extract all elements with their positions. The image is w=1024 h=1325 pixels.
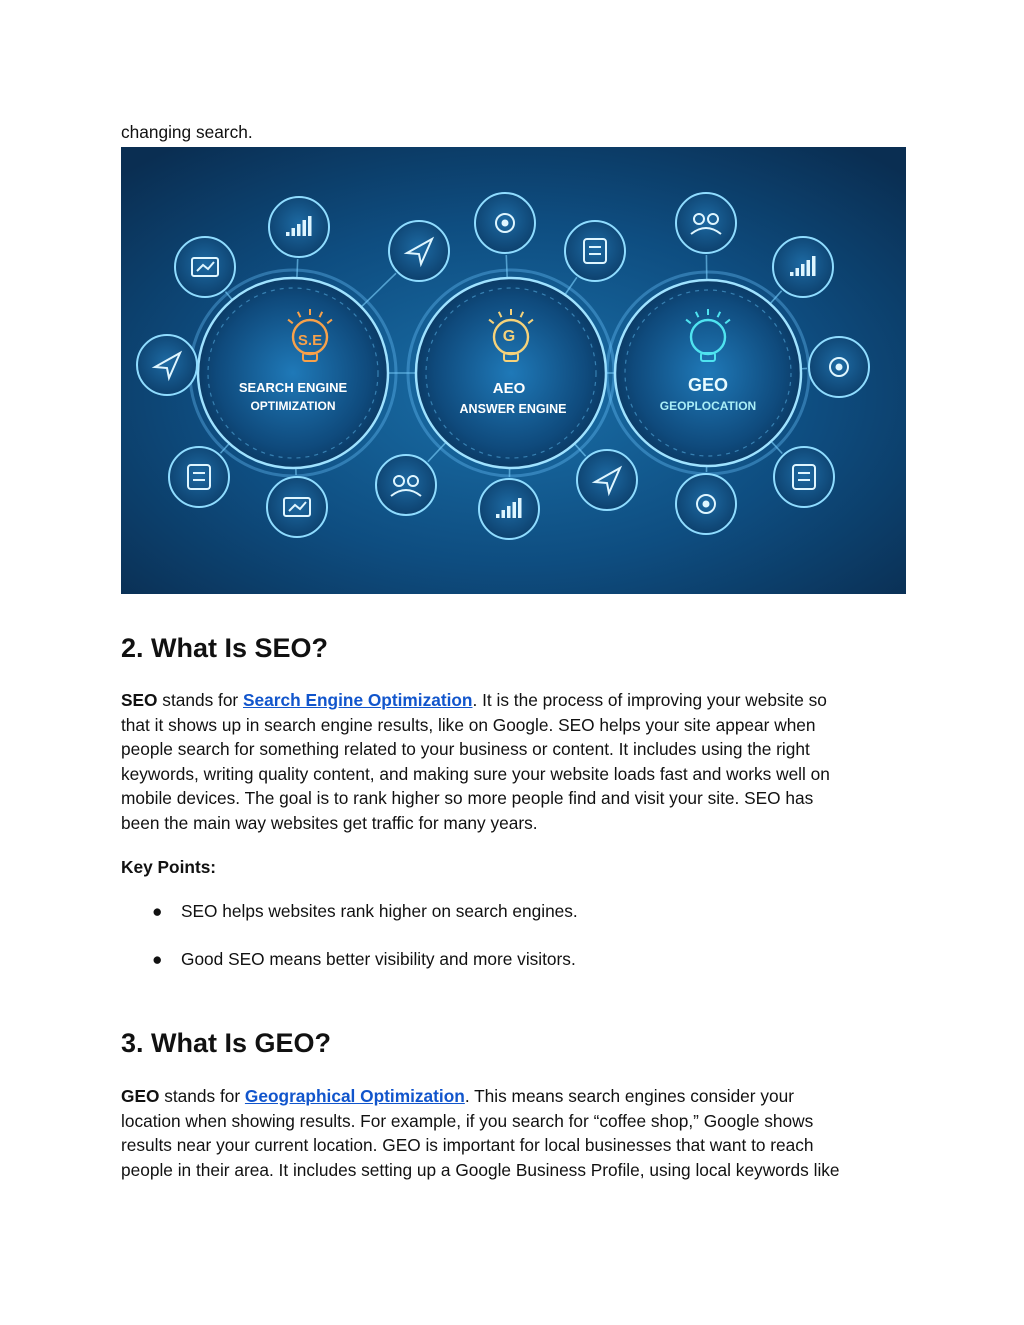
geo-hub-title: GEO <box>687 375 729 395</box>
geo-paragraph-line: results near your current location. GEO is important for local businesses that want to reach <box>121 1135 814 1156</box>
geo-paragraph-line-1 <box>121 1084 911 1109</box>
geo-hub <box>607 272 809 474</box>
mobile-icon <box>479 479 539 539</box>
geo-hub-subtitle: GEOPLOCATION <box>659 399 757 413</box>
analytics-icon <box>565 221 625 281</box>
key-points-label: Key Points: <box>121 857 217 877</box>
seo-stands-for: stands for <box>157 690 243 710</box>
aeo-hub-title: AEO <box>492 380 526 397</box>
checklist-icon <box>169 447 229 507</box>
usb-icon <box>267 477 327 537</box>
list-item <box>152 947 576 972</box>
seo-line1-rest: . It is the process of improving your website so <box>472 690 827 710</box>
seo-paragraph-line: people search for something related to your business or content. It includes using the right <box>121 739 810 760</box>
geographical-optimization-link[interactable]: Geographical Optimization <box>244 1086 465 1106</box>
seo-hub-subtitle: OPTIMIZATION <box>250 399 336 413</box>
bullet-icon: ● <box>152 901 163 921</box>
geo-paragraph-line: location when showing results. For example, if you search for “coffee shop,” Google shows <box>121 1110 814 1131</box>
seo-badge-label: S.E <box>297 332 323 349</box>
seo-term: SEO <box>121 690 158 710</box>
intro-text: changing search. <box>121 122 253 142</box>
aeo-hub <box>408 270 614 476</box>
geo-stands-for: stands for <box>159 1086 245 1106</box>
network-icon <box>774 447 834 507</box>
stats-icon <box>137 335 197 395</box>
android-icon <box>676 474 736 534</box>
search-engine-optimization-link[interactable]: Search Engine Optimization <box>243 690 473 710</box>
seo-paragraph-line: been the main way websites get traffic for many years. <box>121 812 538 833</box>
seo-aeo-geo-illustration <box>121 147 906 594</box>
search-icon <box>376 455 436 515</box>
list-item <box>152 899 578 924</box>
geo-line1-rest: . This means search engines consider your <box>464 1086 794 1106</box>
bullet-icon: ● <box>152 949 163 969</box>
seo-section-heading: 2. What Is SEO? <box>121 633 329 663</box>
users-icon <box>676 193 736 253</box>
seo-hub-title: SEARCH ENGINE <box>238 380 348 395</box>
list-item-text: Good SEO means better visibility and more visitors. <box>181 949 576 969</box>
chip-icon <box>577 450 637 510</box>
geo-paragraph <box>121 1084 911 1182</box>
geo-section-heading: 3. What Is GEO? <box>121 1028 332 1058</box>
seo-paragraph-line: that it shows up in search engine results, like on Google. SEO helps your site appear when <box>121 714 816 735</box>
seo-paragraph <box>121 688 911 836</box>
box-icon <box>773 237 833 297</box>
geo-term: GEO <box>121 1086 160 1106</box>
seo-hub <box>190 270 396 476</box>
list-item-text: SEO helps websites rank higher on search engines. <box>181 901 578 921</box>
seo-paragraph-line-1 <box>121 688 911 713</box>
seo-paragraph-line: mobile devices. The goal is to rank higher so more people find and visit your site. SEO has <box>121 788 814 809</box>
monitor-chart-icon <box>809 337 869 397</box>
connector-line <box>506 255 507 278</box>
aeo-hub-subtitle: ANSWER ENGINE <box>459 402 567 416</box>
tablet-icon <box>175 237 235 297</box>
aeo-badge-label: G <box>502 328 516 345</box>
bar-chart-icon <box>269 197 329 257</box>
seo-paragraph-line: keywords, writing quality content, and making sure your website loads fast and works well on <box>121 763 830 784</box>
send-icon <box>389 221 449 281</box>
connector-line <box>297 259 298 278</box>
gear-icon <box>475 193 535 253</box>
geo-paragraph-line: people in their area. It includes setting up a Google Business Profile, using local keywords like <box>121 1159 840 1180</box>
